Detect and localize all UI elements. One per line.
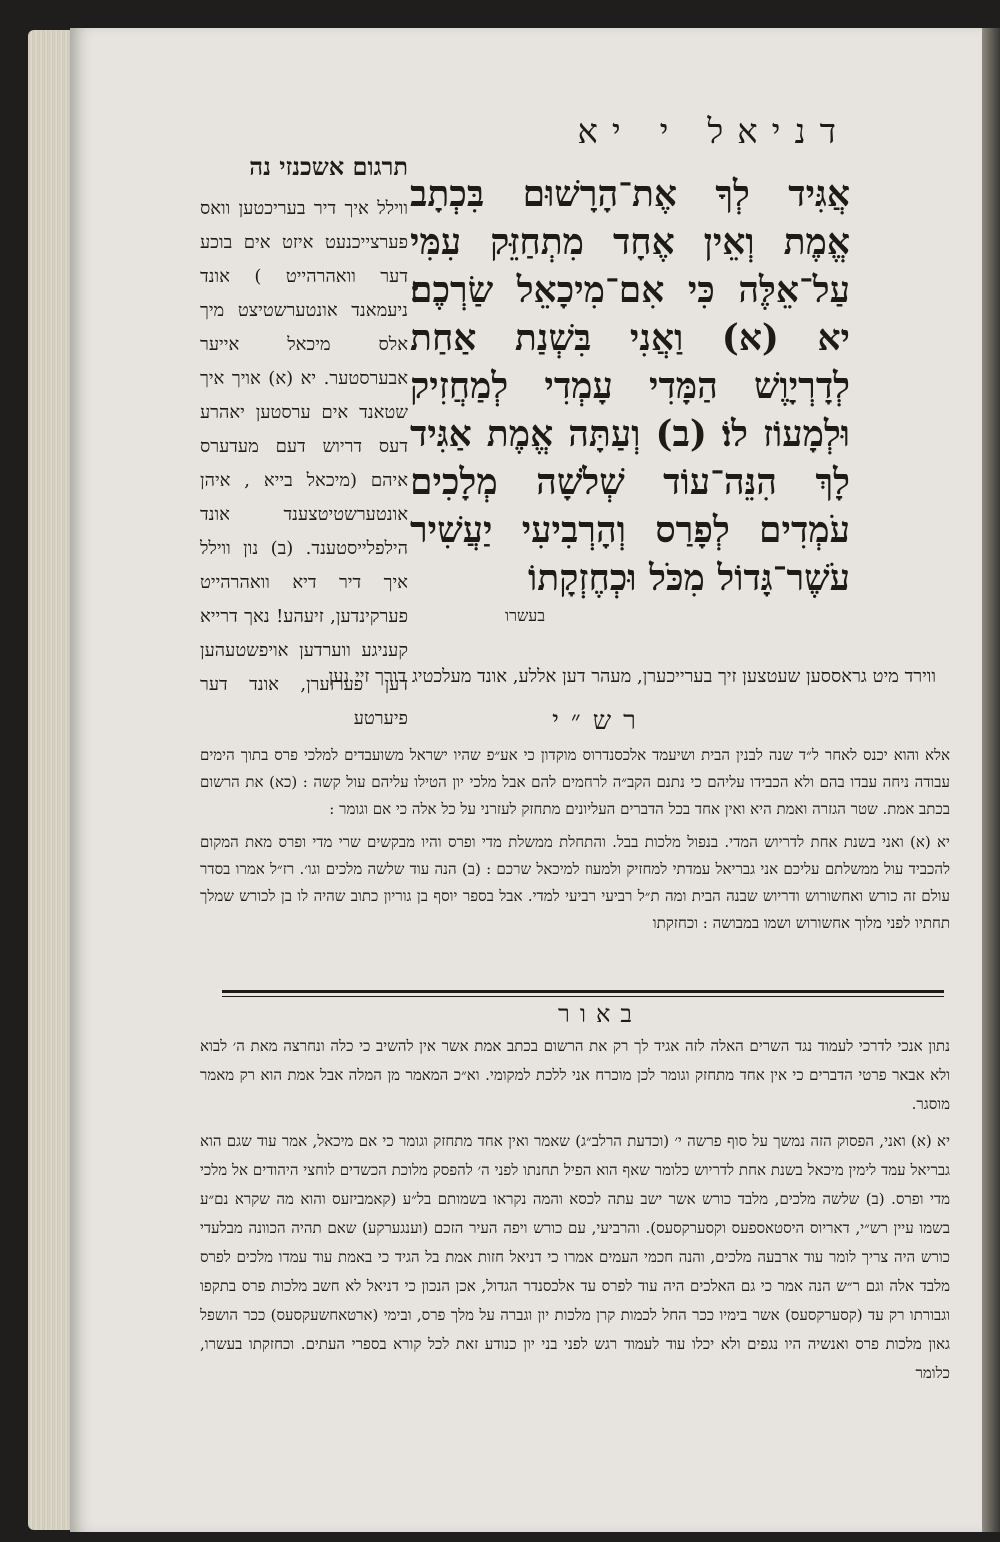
catchword: בעשרו <box>505 606 546 625</box>
binding-edge <box>982 28 1000 1532</box>
running-head: דניאל י יא <box>577 112 850 152</box>
targum-heading: תרגום אשכנזי נה <box>249 152 408 181</box>
targum-continuation: ווירד מיט גראססען שעטצען זיך בערייכערן, מעהר דען אללע, אונד מעלכטיג דורך זיי נען <box>328 666 936 687</box>
biur-paragraph: יא (א) ואני, הפסוק הזה נמשך על סוף פרשה י׳ (וכדעת הרלב״ג) שאמר ואין אחד מתחזק וגומר כי אם מיכאל, אמר עוד שגם הוא גבריאל עמד לימין מיכאל בשנת אחת לדריוש כלומר שאף הוא הפיל תחנתו לפני ה׳ להפסק מלוכת הכשדים לוחצי היהודים אל מלכי מדי ופרס. (ב) שלשה מלכים, מלבד כורש אשר ישב עתה לכסא והמה נקראו בשמותם בל״ע (קאמביזעס והוא מה שקרא נם״ע בשמו עיין רש״י, דאריוס היסטאספעס וקסערקסעס). והרביעי, עם כורש ויפה העיר הזכם (וענגערקע) שאם תהיה הכוונה מבלעדי כורש היה צריך לומר עוד ארבעה מלכים, והנה חכמי העמים אמרו כי דניאל חזות אמת בל הגיד כי באמת עוד עמדו מלכים לפרס מלבד אלה וגם ר״ש הנה אמר כי גם האלכים היה עוד לפרס עד אלכסנדר הגדול, אכן הנכון כי דניאל לא חשב מלכות פרס בתקפו וגבורתו רק עד (קסערקסעס) אשר בימיו ככר החל לכמות קרן מלכות יון וגברה על מלך פרס, ובימי (ארטאחשעקסעס) ככר הושפל גאון מלכות פרס ואנשיה היו נגפים ולא יכלו עוד לעמוד רגש לפני בני יון כנודע זאת לכל קורא בספרי העתים. וכחזקתו בעשרו, כלומר <box>200 1132 950 1382</box>
biur-heading: באור <box>558 1000 642 1028</box>
biur-commentary <box>200 1032 950 1396</box>
rashi-paragraph: יא (א) ואני בשנת אחת לדריוש המדי. בנפול מלכות בבל. והתחלת ממשלת מדי ופרס והיו מבקשים שרי מדי ופרס מאת המקום להכביד עול ממשלתם עליכם אני גבריאל עמדתי למחזיק ולמעוז למיכאל שרכם : (ב) הנה עוד שלשה מלכים וגו׳. רז״ל אמרו בסדר עולם זה כורש ואחשורוש ודריוש שבנה הבית ומה ת״ל רביעי רביעי למדי. אבל בספר יוסף בן גוריון כתוב שהיה לו בן לכורש שמלך תחתיו לפני מלוך אחשורוש ושמו במבושה : וכחזקתו <box>200 833 950 932</box>
section-rule-thin <box>222 996 944 997</box>
biur-paragraph: נתון אנכי לדרכי לעמוד נגד השרים האלה לזה אגיד לך רק את הרשום בכתב אמת אשר אין להשיב כי כלה ונחרצה מאת ה׳ לבוא ולא אבאר פרטי הדברים כי אין אחד מתחזק וגומר לכן מוכרח אני ללכת למקומי. וא״כ המאמר מן המלה אבל אמת הוא רק מאמר מוסגר. <box>200 1037 950 1113</box>
targum-text: ווילל איך דיר בעריכטען וואס פערצייכנעט איזט אים בוכע דער וואהרהייט ) אונד ניעמאנד אונטערשטיצט מיך אלס מיכאל אייער אבערסטער. יא (א) אויך איך שטאנד אים ערסטען יאהרע דעס דריוש דעם מעדערס איהם (מיכאל בייא , איהן אונטערשטיטצענד אונד הילפלייסטענד. (ב) נון ווילל איך דיר דיא וואהרהייט פערקינדען, זיעהע! נאך דרייא קעניגע ווערדען אויפשטעהען דען פערזערן, אונד דער פיערטע <box>200 198 408 729</box>
main-biblical-text: אֲגִּיד לְךָ אֶת־הָרָשׁוּם בִּכְתָב אֱמֶת וְאֵין אֶחָד מִתְחַזֵּק עִמִּי עַל־אֵלֶּה כִּי אִם־מִיכָאֵל שַׂרְכֶם׃ יא (א) וַאֲנִי בִּשְׁנַת אַחַת לְדָרְיָוֶשׁ הַמָּדִי עָמְדִי לְמַחֲזִיק וּלְמָעוֹז לוֹ׃ (ב) וְעַתָּה אֱמֶת אַגִּיד לָךְ הִנֵּה־עוֹד שְׁלֹשָׁה מְלָכִים עֹמְדִים לְפָרַס וְהָרְבִיעִי יַעֲשִׁיר עֹשֶׁר־גָּדוֹל מִכֹּל וּכְחֶזְקָתוֹ <box>410 173 850 599</box>
section-rule <box>222 990 944 993</box>
rashi-heading: רש״י <box>552 706 648 736</box>
rashi-paragraph: אלא והוא יכנס לאחר ל״ד שנה לבנין הבית ושיעמד אלכסנדרוס מוקדון כי אע״פ שהיו ישראל משועבדים למלכי פרס בתוך הימים עבודה ניחה עבדו בהם ולא הכבידו עליהם כי נתנם הקב״ה לרחמים להם אבל מלכי יון הטילו עליהם עול קשה : (כא) את הרשום בכתב אמת. שטר הגזרה ואמת היא ואין אחד בכל הדברים העליונים מתחזק לעזרני על כל אלה כי אם וגומר : <box>200 746 950 818</box>
rashi-commentary <box>200 742 950 943</box>
